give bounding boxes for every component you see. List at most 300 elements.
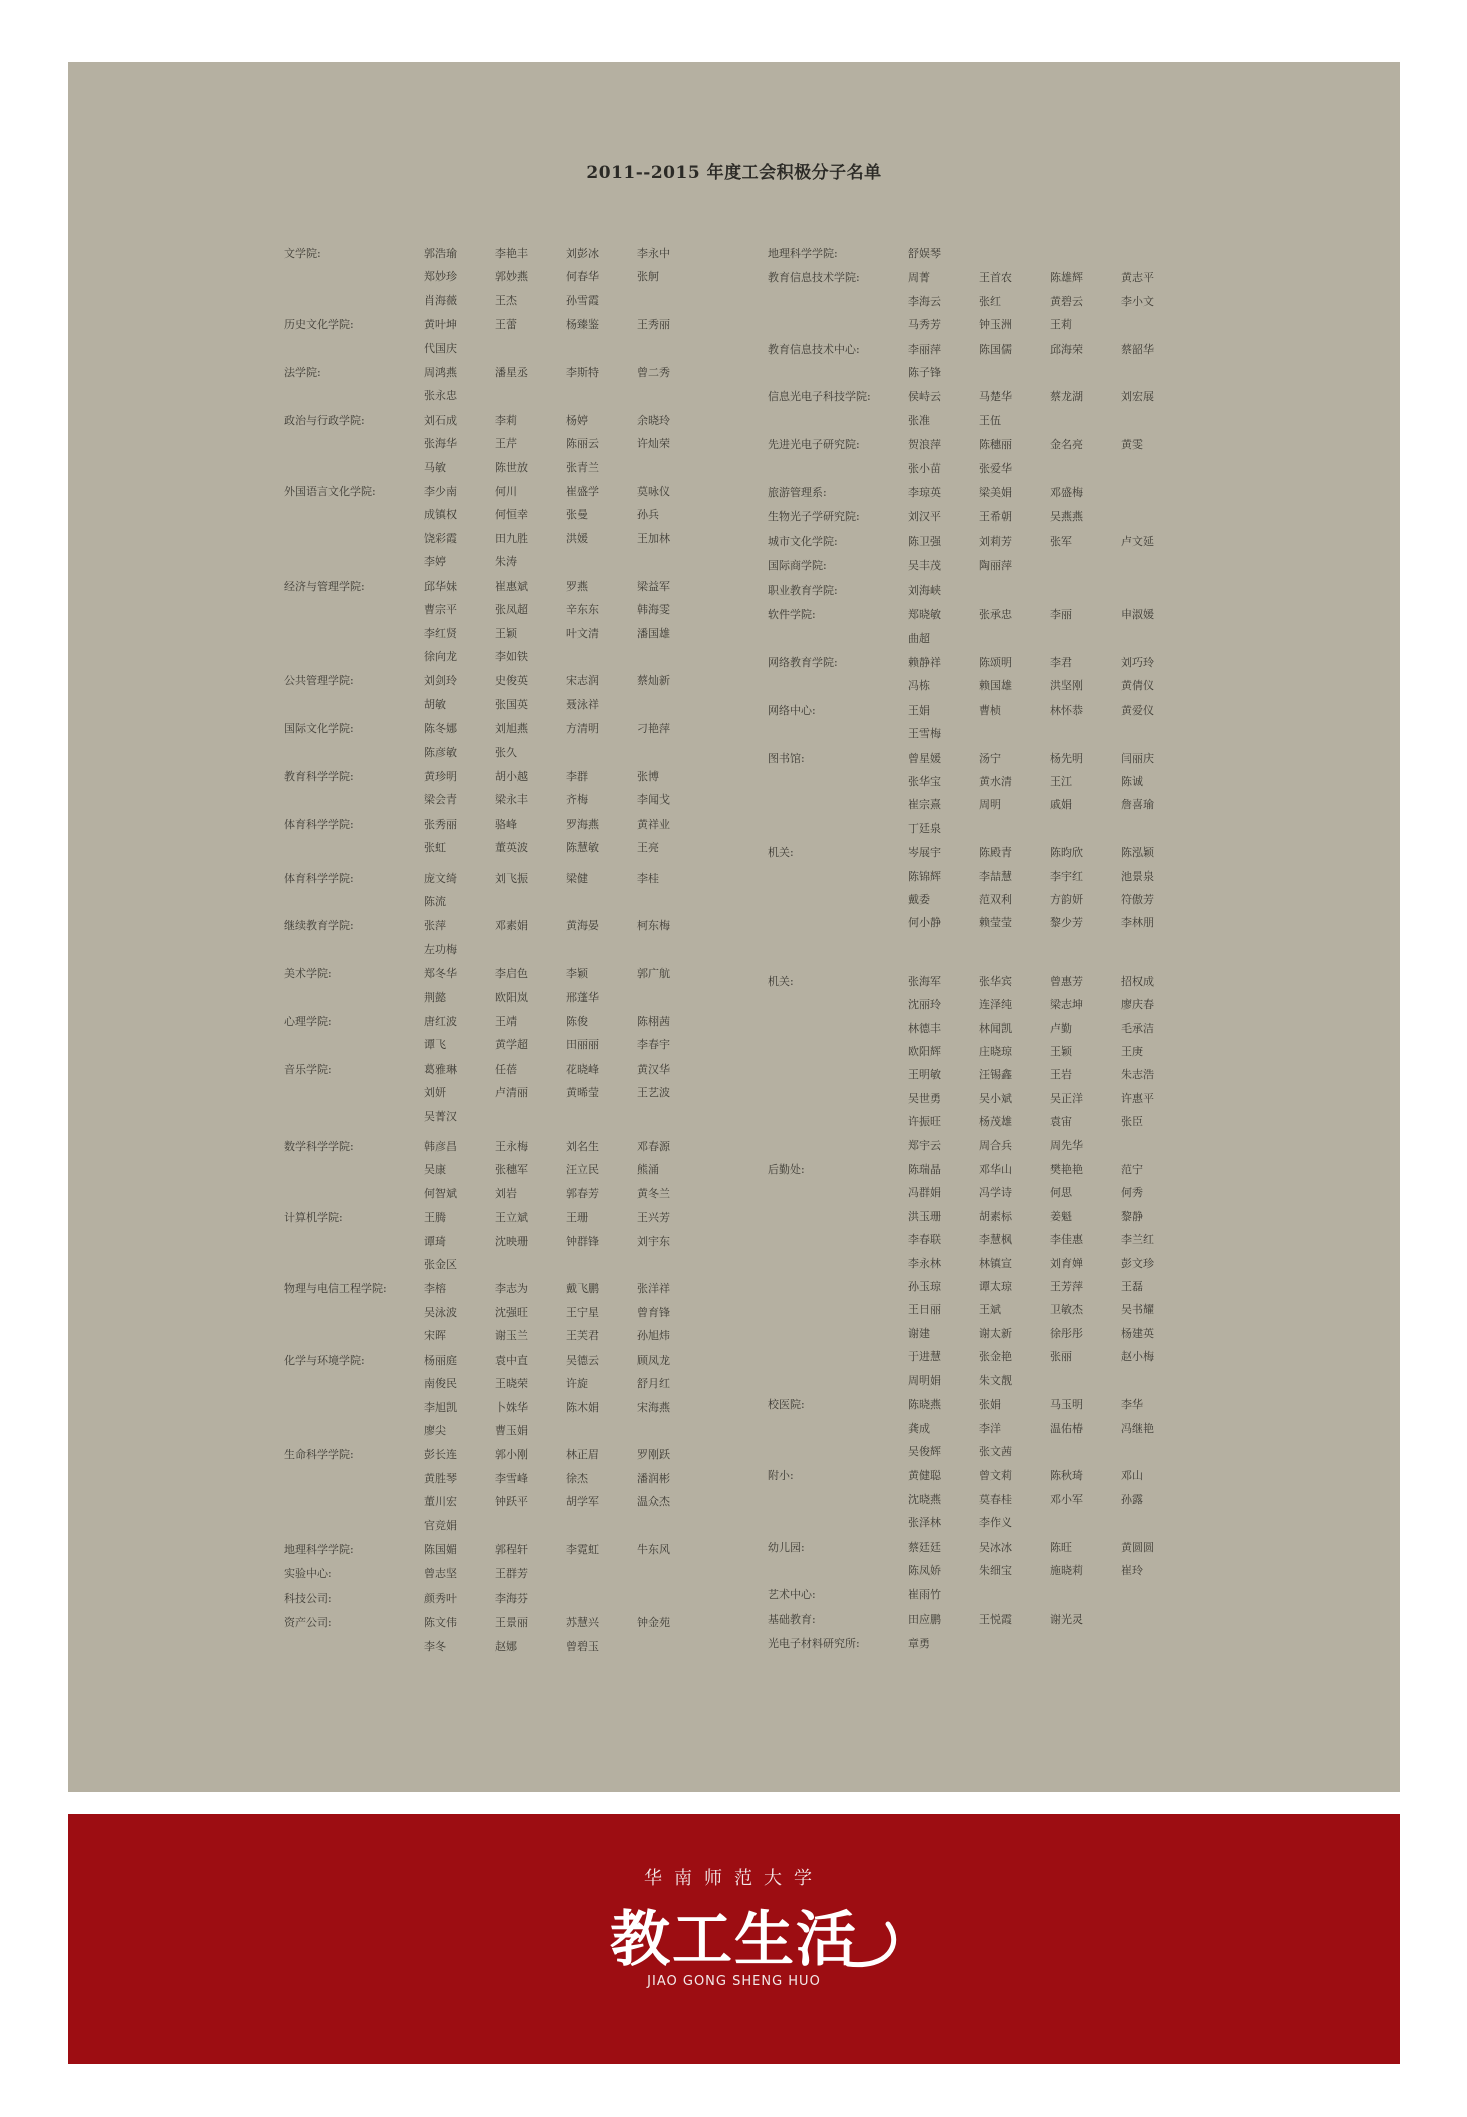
department-entry	[284, 867, 804, 914]
department-name: 体育科学学院:	[284, 871, 354, 885]
member-name: 刘岩	[495, 1186, 517, 1200]
member-name: 欧阳岚	[495, 990, 528, 1004]
member-name: 吴丰茂	[908, 559, 941, 573]
member-name: 何川	[495, 485, 517, 499]
member-list	[424, 361, 708, 408]
member-name: 林正眉	[566, 1448, 599, 1462]
member-list	[908, 530, 1192, 553]
member-name: 陈昀欣	[1050, 846, 1083, 860]
member-name: 荆懿	[424, 990, 446, 1004]
member-name: 徐杰	[566, 1471, 588, 1485]
member-name: 郑宇云	[908, 1138, 941, 1152]
member-list	[424, 669, 708, 716]
member-name: 史俊英	[495, 674, 528, 688]
member-name: 钟群锋	[566, 1234, 599, 1248]
member-name: 孙玉琼	[908, 1280, 941, 1294]
member-name: 郑冬华	[424, 967, 457, 981]
member-name: 饶彩霞	[424, 531, 457, 545]
member-name: 熊涌	[637, 1163, 659, 1177]
member-name: 邓素娟	[495, 919, 528, 933]
member-name: 李永林	[908, 1256, 941, 1270]
member-name: 李群	[566, 769, 588, 783]
department-name: 艺术中心:	[768, 1588, 816, 1602]
member-list	[424, 717, 708, 764]
member-name: 张洋祥	[637, 1282, 670, 1296]
department-entry	[768, 1393, 1288, 1463]
member-name: 卢清丽	[495, 1086, 528, 1100]
member-name: 卫敏杰	[1050, 1303, 1083, 1317]
member-name: 李佳惠	[1050, 1233, 1083, 1247]
department-entry	[768, 651, 1288, 698]
department-name: 音乐学院:	[284, 1062, 332, 1076]
member-name: 杨先明	[1050, 751, 1083, 765]
member-list	[424, 1538, 708, 1561]
member-name: 赖国雄	[979, 679, 1012, 693]
department-entry	[768, 699, 1288, 746]
member-name: 欧阳辉	[908, 1045, 941, 1058]
member-name: 王立斌	[495, 1211, 528, 1225]
member-name: 李冬	[424, 1639, 446, 1653]
member-name: 邓山	[1121, 1469, 1143, 1483]
department-entry	[284, 1443, 804, 1537]
department-entry	[284, 1538, 804, 1561]
member-name: 吴小斌	[979, 1091, 1012, 1105]
member-name: 张红	[979, 294, 1001, 308]
department-entry	[284, 669, 804, 716]
member-name: 曹玉娟	[495, 1423, 528, 1437]
department-entry	[284, 914, 804, 961]
member-name: 刘彭冰	[566, 247, 599, 260]
member-name: 邓华山	[979, 1163, 1012, 1177]
member-name: 周明	[979, 798, 1001, 812]
member-name: 罗刚跃	[637, 1448, 670, 1462]
department-name: 经济与管理学院:	[284, 579, 365, 593]
member-name: 李雪峰	[495, 1471, 528, 1485]
department-entry	[284, 480, 804, 574]
member-name: 罗燕	[566, 579, 588, 593]
department-name: 图书馆:	[768, 751, 805, 765]
department-name: 生物光子学研究院:	[768, 510, 860, 524]
member-name: 李艳丰	[495, 247, 528, 260]
member-list	[424, 1611, 708, 1658]
member-name: 李琼英	[908, 486, 941, 500]
magazine-logo-title: 教工生活	[610, 1905, 858, 1975]
member-name: 李小文	[1121, 294, 1154, 308]
member-name: 曾星媛	[908, 751, 941, 765]
member-name: 李兰红	[1121, 1233, 1154, 1247]
department-name: 实验中心:	[284, 1567, 332, 1581]
member-list	[424, 1562, 708, 1585]
member-name: 王斌	[979, 1303, 1001, 1317]
department-name: 教育信息技术中心:	[768, 342, 860, 356]
department-entry	[284, 1206, 804, 1276]
member-name: 黎少芳	[1050, 916, 1083, 930]
member-name: 王芙君	[566, 1329, 599, 1343]
member-name: 黄祥业	[637, 817, 670, 831]
member-name: 王腾	[424, 1211, 446, 1225]
department-entry	[284, 1010, 804, 1057]
member-name: 郭程轩	[495, 1542, 528, 1556]
member-name: 舒娱琴	[908, 247, 941, 260]
member-name: 刘石成	[424, 413, 457, 427]
member-name: 崔盛学	[566, 485, 599, 499]
member-name: 汤宁	[979, 751, 1001, 765]
member-name: 李喆慧	[979, 869, 1012, 883]
department-name: 城市文化学院:	[768, 534, 838, 548]
department-name: 物理与电信工程学院:	[284, 1282, 387, 1296]
member-list	[424, 480, 708, 574]
member-name: 刁艳萍	[637, 722, 670, 736]
member-name: 周明娟	[908, 1373, 941, 1387]
department-entry	[284, 1135, 804, 1205]
member-name: 朱文靓	[979, 1373, 1012, 1387]
member-name: 吴正洋	[1050, 1091, 1083, 1105]
member-name: 孙露	[1121, 1492, 1143, 1506]
member-name: 吴书耀	[1121, 1303, 1154, 1317]
member-name: 戴飞鹏	[566, 1282, 599, 1296]
department-name: 信息光电子科技学院:	[768, 390, 871, 404]
member-name: 陈流	[424, 894, 446, 908]
member-name: 郑妙珍	[424, 270, 457, 284]
member-name: 招权成	[1121, 974, 1154, 988]
department-name: 附小:	[768, 1469, 794, 1483]
member-name: 宋晖	[424, 1329, 446, 1343]
member-list	[908, 1158, 1192, 1392]
member-name: 王莉	[1050, 318, 1072, 332]
member-name: 张泽林	[908, 1516, 941, 1530]
member-name: 陈颂明	[979, 655, 1012, 669]
member-name: 李君	[1050, 655, 1072, 669]
department-name: 历史文化学院:	[284, 318, 354, 332]
member-list	[424, 1443, 708, 1537]
member-name: 王悦霞	[979, 1612, 1012, 1626]
member-name: 邱华妹	[424, 579, 457, 593]
department-name: 文学院:	[284, 247, 321, 260]
member-name: 张国英	[495, 697, 528, 711]
footer-banner	[68, 1814, 1400, 2064]
member-name: 毛承洁	[1121, 1021, 1154, 1035]
department-name: 科技公司:	[284, 1591, 332, 1605]
department-entry	[284, 1349, 804, 1443]
member-name: 吴菁汉	[424, 1109, 457, 1123]
member-name: 王亮	[637, 841, 659, 855]
member-name: 南俊民	[424, 1377, 457, 1391]
member-name: 周鸿燕	[424, 366, 457, 380]
member-name: 张海军	[908, 974, 941, 988]
member-name: 刘旭燕	[495, 722, 528, 736]
member-list	[908, 385, 1192, 432]
member-name: 肖海薇	[424, 293, 457, 307]
member-name: 池景泉	[1121, 869, 1154, 883]
member-name: 张文茜	[979, 1444, 1012, 1458]
member-name: 侯峙云	[908, 390, 941, 404]
department-entry	[284, 1611, 804, 1658]
member-name: 陈晓燕	[908, 1398, 941, 1412]
member-list	[424, 1058, 708, 1128]
department-entry	[768, 1158, 1288, 1392]
member-name: 吴冰冰	[979, 1540, 1012, 1554]
department-entry	[768, 1583, 1288, 1606]
department-name: 光电子材料研究所:	[768, 1637, 860, 1651]
member-name: 汪锡鑫	[979, 1068, 1012, 1082]
member-list	[424, 765, 708, 812]
member-name: 王景丽	[495, 1616, 528, 1630]
member-list	[908, 1393, 1192, 1463]
member-name: 王芹	[495, 437, 517, 451]
member-name: 施晓莉	[1050, 1563, 1083, 1577]
member-name: 黄志平	[1121, 271, 1154, 285]
member-name: 张金区	[424, 1258, 457, 1272]
department-name: 计算机学院:	[284, 1211, 343, 1225]
member-name: 谭飞	[424, 1038, 446, 1052]
member-name: 赵小梅	[1121, 1350, 1154, 1364]
member-name: 李宇红	[1050, 869, 1083, 883]
member-name: 黄冬兰	[637, 1186, 670, 1200]
member-name: 崔雨竹	[908, 1588, 941, 1602]
member-name: 陈秋琦	[1050, 1469, 1083, 1483]
member-name: 郭浩瑜	[424, 247, 457, 260]
member-name: 张娟	[979, 1398, 1001, 1412]
department-name: 旅游管理系:	[768, 486, 827, 500]
member-list	[424, 575, 708, 669]
department-entry	[768, 481, 1288, 504]
member-name: 莫咏仪	[637, 485, 670, 499]
member-name: 冯继艳	[1121, 1421, 1154, 1435]
member-name: 吴俊辉	[908, 1444, 941, 1458]
member-name: 李榕	[424, 1282, 446, 1296]
member-name: 陶丽萍	[979, 559, 1012, 573]
member-name: 王宁星	[566, 1305, 599, 1319]
member-name: 王珊	[566, 1211, 588, 1225]
member-list	[908, 1632, 1192, 1655]
member-name: 戴委	[908, 892, 930, 906]
department-entry	[768, 554, 1288, 577]
member-name: 辛东东	[566, 603, 599, 617]
department-entry	[768, 603, 1288, 650]
member-name: 曾文莉	[979, 1469, 1012, 1483]
member-name: 陈诚	[1121, 774, 1143, 788]
member-name: 郭妙燕	[495, 270, 528, 284]
member-name: 杨臻鉴	[566, 318, 599, 332]
member-name: 梁永丰	[495, 793, 528, 807]
department-entry	[768, 266, 1288, 336]
department-entry	[768, 1608, 1288, 1631]
member-name: 黄水清	[979, 774, 1012, 788]
member-name: 沈丽玲	[908, 998, 941, 1012]
member-name: 许振旺	[908, 1115, 941, 1129]
member-name: 潘星丞	[495, 366, 528, 380]
member-name: 卜姝华	[495, 1400, 528, 1414]
member-name: 彭文珍	[1121, 1256, 1154, 1270]
member-name: 戚娟	[1050, 798, 1072, 812]
department-entry	[768, 338, 1288, 385]
member-name: 李作义	[979, 1516, 1012, 1530]
member-name: 刘飞振	[495, 871, 528, 885]
member-name: 谢玉兰	[495, 1329, 528, 1343]
member-name: 陈世放	[495, 460, 528, 474]
member-name: 崔惠斌	[495, 579, 528, 593]
member-name: 孙雪霞	[566, 293, 599, 307]
department-entry	[284, 813, 804, 860]
member-name: 田九胜	[495, 531, 528, 545]
document-title: 2011--2015 年度工会积极分子名单	[586, 163, 882, 183]
member-name: 岑展宇	[908, 846, 941, 860]
member-name: 邢蓬华	[566, 990, 599, 1004]
member-name: 朱细宝	[979, 1563, 1012, 1577]
right-column	[768, 242, 1288, 1657]
member-name: 张青兰	[566, 460, 599, 474]
member-name: 黄汉华	[637, 1062, 670, 1076]
member-name: 王伍	[979, 413, 1001, 427]
member-list	[908, 1608, 1192, 1631]
member-name: 黄爱仪	[1121, 703, 1154, 717]
member-name: 黄圆圆	[1121, 1540, 1154, 1554]
department-entry	[284, 765, 804, 812]
member-name: 黄健聪	[908, 1469, 941, 1483]
member-name: 陈凤娇	[908, 1563, 941, 1577]
member-name: 邓春源	[637, 1140, 670, 1154]
member-name: 李颖	[566, 967, 588, 981]
member-name: 孙旭炜	[637, 1329, 670, 1343]
member-name: 马楚华	[979, 390, 1012, 404]
member-name: 李婷	[424, 555, 446, 569]
member-list	[424, 313, 708, 360]
member-name: 李丽萍	[908, 342, 941, 356]
member-name: 朱涛	[495, 555, 517, 569]
member-name: 李永中	[637, 247, 670, 260]
member-list	[908, 970, 1192, 1157]
member-name: 唐红波	[424, 1015, 457, 1028]
member-name: 李海云	[908, 294, 941, 308]
member-name: 崔玲	[1121, 1563, 1143, 1577]
department-entry	[768, 747, 1288, 841]
member-name: 邓小军	[1050, 1492, 1083, 1506]
department-name: 网络中心:	[768, 703, 816, 717]
member-name: 刘剑玲	[424, 674, 457, 688]
member-list	[424, 1010, 708, 1057]
member-name: 聂泳祥	[566, 697, 599, 711]
member-list	[908, 338, 1192, 385]
member-name: 袁中直	[495, 1353, 528, 1367]
department-name: 网络教育学院:	[768, 655, 838, 669]
member-name: 章勇	[908, 1637, 930, 1651]
member-name: 邓盛梅	[1050, 486, 1083, 500]
member-name: 吴泳波	[424, 1305, 457, 1319]
member-list	[424, 1587, 708, 1610]
member-name: 李红贤	[424, 626, 457, 640]
member-name: 谢太新	[979, 1326, 1012, 1340]
member-name: 金名亮	[1050, 438, 1083, 452]
member-name: 田丽丽	[566, 1038, 599, 1052]
department-name: 教育信息技术学院:	[768, 271, 860, 285]
member-name: 周菁	[908, 271, 930, 285]
member-name: 符傲芳	[1121, 892, 1154, 906]
department-name: 软件学院:	[768, 608, 816, 622]
department-name: 心理学院:	[284, 1015, 332, 1028]
member-name: 徐向龙	[424, 649, 457, 663]
member-name: 刘宇东	[637, 1234, 670, 1248]
member-name: 杨丽庭	[424, 1353, 457, 1367]
member-name: 汪立民	[566, 1163, 599, 1177]
member-name: 齐梅	[566, 793, 588, 807]
member-name: 王杰	[495, 293, 517, 307]
member-name: 陈殿青	[979, 846, 1012, 860]
member-name: 张华宝	[908, 774, 941, 788]
member-name: 李春宇	[637, 1038, 670, 1052]
member-name: 杨婷	[566, 413, 588, 427]
member-name: 张准	[908, 413, 930, 427]
member-name: 李斯特	[566, 366, 599, 380]
member-name: 左功梅	[424, 942, 457, 956]
member-name: 王雪梅	[908, 727, 941, 741]
member-name: 王娟	[908, 703, 930, 717]
member-name: 王颖	[1050, 1045, 1072, 1058]
department-name: 继续教育学院:	[284, 919, 354, 933]
member-name: 李莉	[495, 413, 517, 427]
department-name: 教育科学学院:	[284, 769, 354, 783]
department-entry	[768, 505, 1288, 528]
member-name: 邱海荣	[1050, 342, 1083, 356]
logo-swoosh-icon	[838, 1894, 908, 1974]
department-entry	[768, 242, 1288, 265]
member-name: 吴康	[424, 1163, 446, 1177]
member-name: 王日丽	[908, 1303, 941, 1317]
member-name: 李春联	[908, 1233, 941, 1247]
member-name: 丁廷泉	[908, 821, 941, 835]
member-name: 张军	[1050, 534, 1072, 548]
member-name: 李旭凯	[424, 1400, 457, 1414]
member-name: 田应鹏	[908, 1612, 941, 1626]
member-name: 林闻凯	[979, 1021, 1012, 1035]
member-name: 黄倩仪	[1121, 679, 1154, 693]
member-name: 曹宗平	[424, 603, 457, 617]
member-name: 张小苗	[908, 461, 941, 475]
member-list	[424, 1277, 708, 1347]
member-name: 王江	[1050, 774, 1072, 788]
member-name: 梁志坤	[1050, 998, 1083, 1012]
member-name: 张海华	[424, 437, 457, 451]
member-name: 洪媛	[566, 531, 588, 545]
member-name: 吴燕燕	[1050, 510, 1083, 524]
member-list	[424, 1135, 708, 1205]
department-entry	[768, 385, 1288, 432]
member-name: 黄海晏	[566, 919, 599, 933]
department-name: 资产公司:	[284, 1616, 332, 1630]
member-name: 陈冬娜	[424, 722, 457, 736]
department-name: 地理科学学院:	[768, 247, 838, 260]
member-name: 马秀芳	[908, 318, 941, 332]
member-name: 成镇权	[424, 508, 457, 522]
document-page	[68, 62, 1400, 1792]
member-name: 张舸	[637, 270, 659, 284]
member-name: 钟金苑	[637, 1616, 670, 1630]
member-name: 姜魁	[1050, 1209, 1072, 1223]
department-name: 先进光电子研究院:	[768, 438, 860, 452]
department-entry	[768, 433, 1288, 480]
member-name: 何恒幸	[495, 508, 528, 522]
member-list	[908, 433, 1192, 480]
member-name: 陈国儒	[979, 342, 1012, 356]
member-list	[908, 1583, 1192, 1606]
member-name: 葛雅琳	[424, 1062, 457, 1076]
member-name: 梁美娟	[979, 486, 1012, 500]
member-name: 曾志坚	[424, 1567, 457, 1581]
member-name: 郭小刚	[495, 1448, 528, 1462]
member-name: 何思	[1050, 1186, 1072, 1200]
member-name: 王明敏	[908, 1068, 941, 1082]
member-name: 李海芬	[495, 1591, 528, 1605]
member-name: 沈晓燕	[908, 1492, 941, 1506]
